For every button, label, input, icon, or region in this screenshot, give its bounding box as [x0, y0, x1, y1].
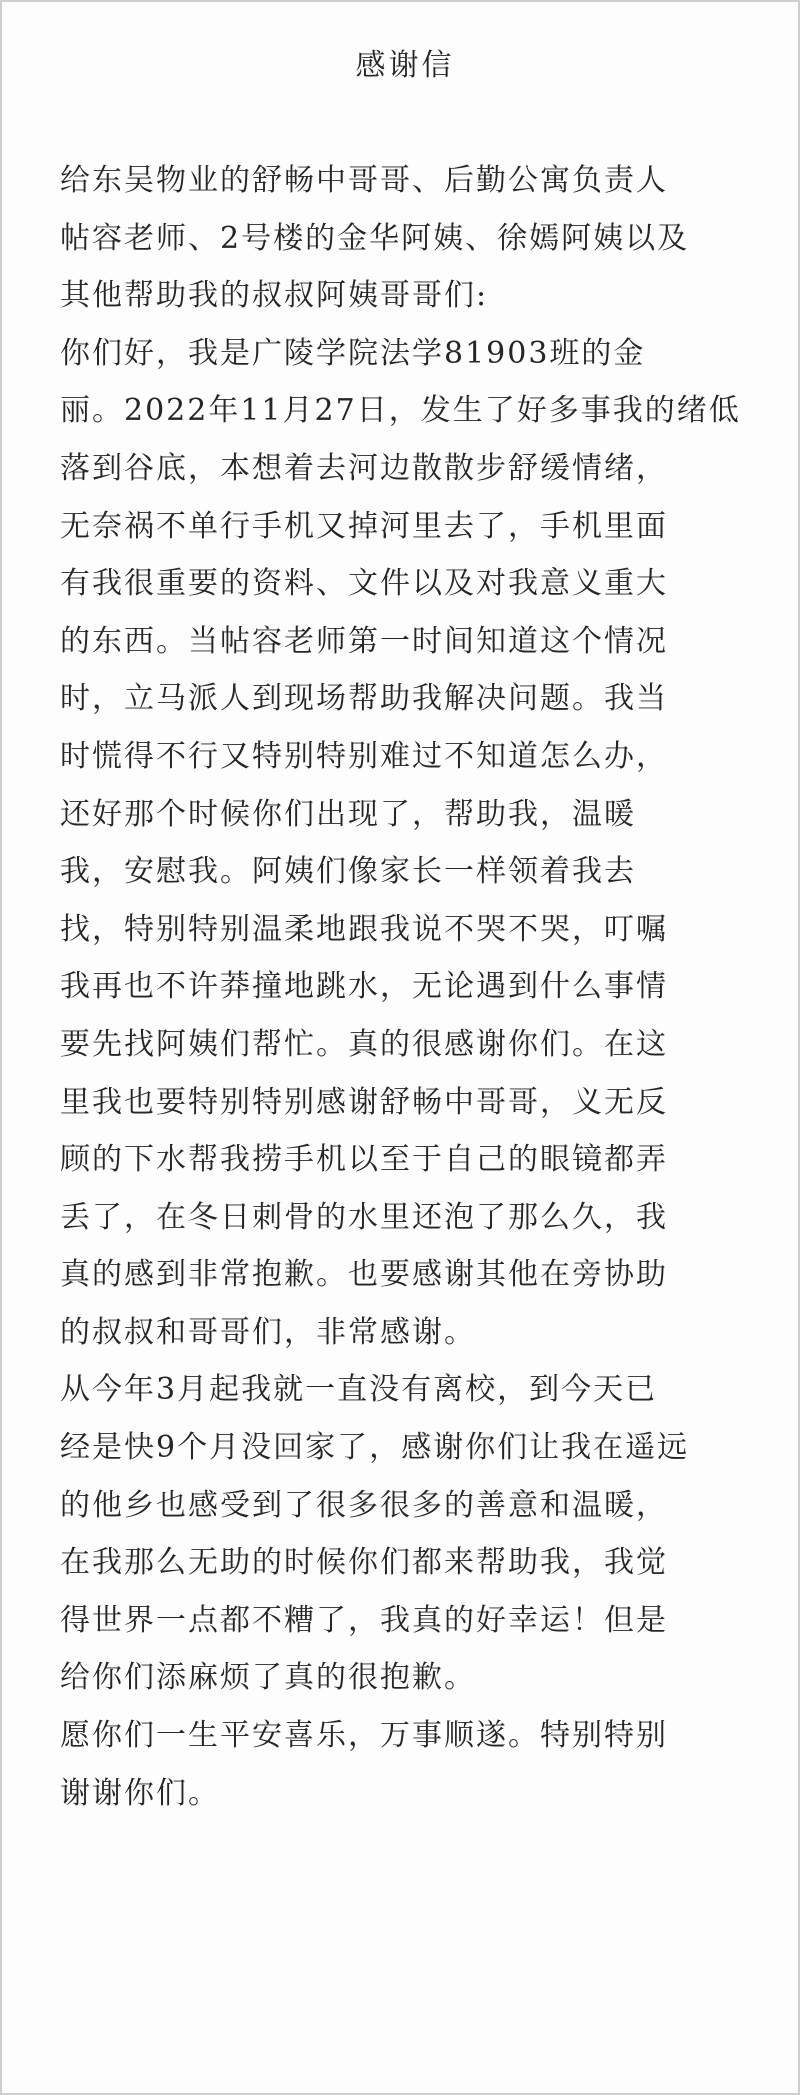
- letter-line: 找，特别特别温柔地跟我说不哭不哭，叮嘱: [60, 911, 668, 947]
- letter-body: [60, 152, 750, 1822]
- letter-line: 你们好，我是广陵学院法学81903班的金: [60, 335, 646, 371]
- letter-line: 愿你们一生平安喜乐，万事顺遂。特别特别: [60, 1718, 668, 1754]
- letter-line: 的叔叔和哥哥们，非常感谢。: [60, 1314, 476, 1350]
- letter-line: 落到谷底，本想着去河边散散步舒缓情绪，: [60, 450, 668, 486]
- letter-line: 在我那么无助的时候你们都来帮助我，我觉: [60, 1545, 668, 1581]
- thank-you-letter: [60, 38, 750, 1822]
- letter-line: 还好那个时候你们出现了，帮助我，温暖: [60, 796, 636, 832]
- letter-line: 从今年3月起我就一直没有离校，到今天已: [60, 1372, 658, 1408]
- letter-line: 给你们添麻烦了真的很抱歉。: [60, 1660, 476, 1696]
- letter-line: 里我也要特别特别感谢舒畅中哥哥，义无反: [60, 1084, 668, 1120]
- letter-line: 无奈祸不单行手机又掉河里去了，手机里面: [60, 508, 668, 544]
- letter-line: 真的感到非常抱歉。也要感谢其他在旁协助: [60, 1257, 668, 1293]
- letter-line: 谢谢你们。: [60, 1775, 220, 1811]
- letter-line: 其他帮助我的叔叔阿姨哥哥们:: [60, 278, 489, 314]
- letter-line: 我，安慰我。阿姨们像家长一样领着我去: [60, 854, 636, 890]
- letter-line: 的东西。当帖容老师第一时间知道这个情况: [60, 623, 668, 659]
- letter-line: 丽。2022年11月27日，发生了好多事我的绪低: [60, 393, 741, 429]
- letter-line: 经是快9个月没回家了，感谢你们让我在遥远: [60, 1430, 690, 1466]
- letter-line: 的他乡也感受到了很多很多的善意和温暖，: [60, 1487, 668, 1523]
- letter-line: 要先找阿姨们帮忙。真的很感谢你们。在这: [60, 1026, 668, 1062]
- letter-line: 给东吴物业的舒畅中哥哥、后勤公寓负责人: [60, 163, 668, 198]
- letter-line: 时慌得不行又特别特别难过不知道怎么办，: [60, 738, 668, 774]
- letter-line: 得世界一点都不糟了，我真的好幸运！但是: [60, 1602, 668, 1638]
- letter-line: 时，立马派人到现场帮助我解决问题。我当: [60, 681, 668, 717]
- letter-line: 有我很重要的资料、文件以及对我意义重大: [60, 566, 668, 602]
- letter-line: 顾的下水帮我捞手机以至于自己的眼镜都弄: [60, 1142, 668, 1178]
- letter-title: 感谢信: [355, 48, 455, 83]
- letter-line: 我再也不许莽撞地跳水，无论遇到什么事情: [60, 969, 668, 1005]
- letter-line: 帖容老师、2号楼的金华阿姨、徐嫣阿姨以及: [60, 220, 690, 256]
- letter-line: 丢了，在冬日刺骨的水里还泡了那么久，我: [60, 1199, 668, 1235]
